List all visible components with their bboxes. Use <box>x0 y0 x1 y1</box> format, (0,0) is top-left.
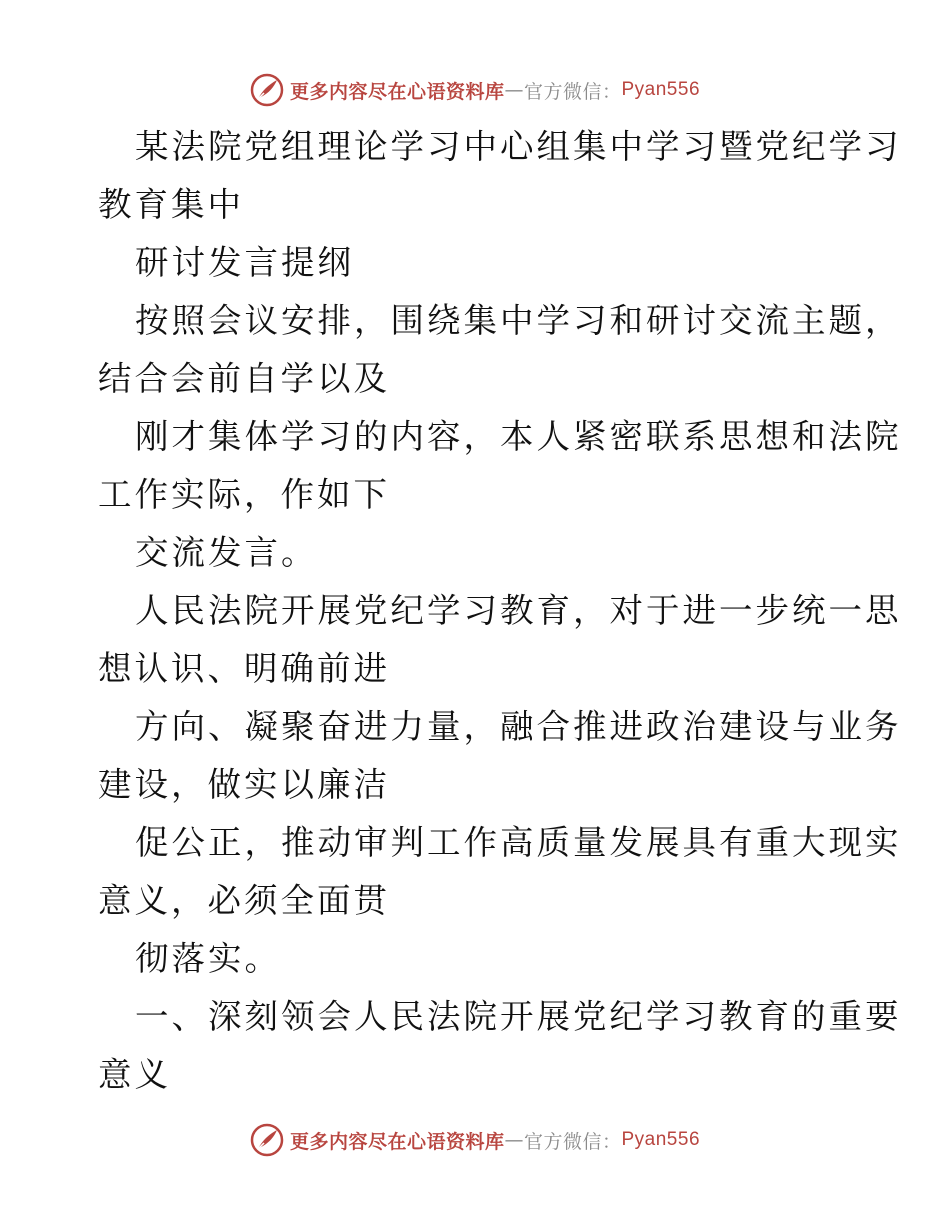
paragraph-line: 按照会议安排，围绕集中学习和研讨交流主题， <box>135 301 902 340</box>
banner-main-text: 更多内容尽在心语资料库 <box>289 80 505 103</box>
document-body <box>98 118 902 1104</box>
banner-sub-text: 官方微信： <box>523 1130 622 1153</box>
paragraph-line: 刚才集体学习的内容，本人紧密联系思想和法院 <box>135 417 902 456</box>
title-line-1: 某法院党组理论学习中心组集中学习暨党纪学习 <box>135 127 902 166</box>
section-heading-line: 一、深刻领会人民法院开展党纪学习教育的重要 <box>135 997 902 1036</box>
paragraph-line: 工作实际，作如下 <box>98 475 390 514</box>
paragraph-line: 彻落实。 <box>135 939 281 978</box>
banner-account: Pyan556 <box>621 1129 701 1150</box>
quill-pen-logo-icon <box>250 73 284 107</box>
paragraph-line: 人民法院开展党纪学习教育，对于进一步统一思 <box>135 591 902 630</box>
banner-separator: — <box>504 1129 524 1151</box>
banner-account: Pyan556 <box>621 79 701 100</box>
title-line-2: 教育集中 <box>98 185 244 224</box>
paragraph-line: 交流发言。 <box>135 533 318 572</box>
header-watermark-banner <box>0 70 950 110</box>
paragraph-line: 方向、凝聚奋进力量，融合推进政治建设与业务 <box>135 707 902 746</box>
footer-watermark-banner <box>0 1120 950 1160</box>
paragraph-line: 促公正，推动审判工作高质量发展具有重大现实 <box>135 823 902 862</box>
paragraph-line: 想认识、明确前进 <box>98 649 390 688</box>
paragraph-line: 意义，必须全面贯 <box>98 881 390 920</box>
section-heading-line: 意义 <box>98 1055 171 1094</box>
banner-separator: — <box>504 79 524 101</box>
title-line-3: 研讨发言提纲 <box>135 243 354 282</box>
paragraph-line: 建设，做实以廉洁 <box>98 765 390 804</box>
banner-main-text: 更多内容尽在心语资料库 <box>289 1130 505 1153</box>
banner-sub-text: 官方微信： <box>523 80 622 103</box>
paragraph-line: 结合会前自学以及 <box>98 359 390 398</box>
quill-pen-logo-icon <box>250 1123 284 1157</box>
